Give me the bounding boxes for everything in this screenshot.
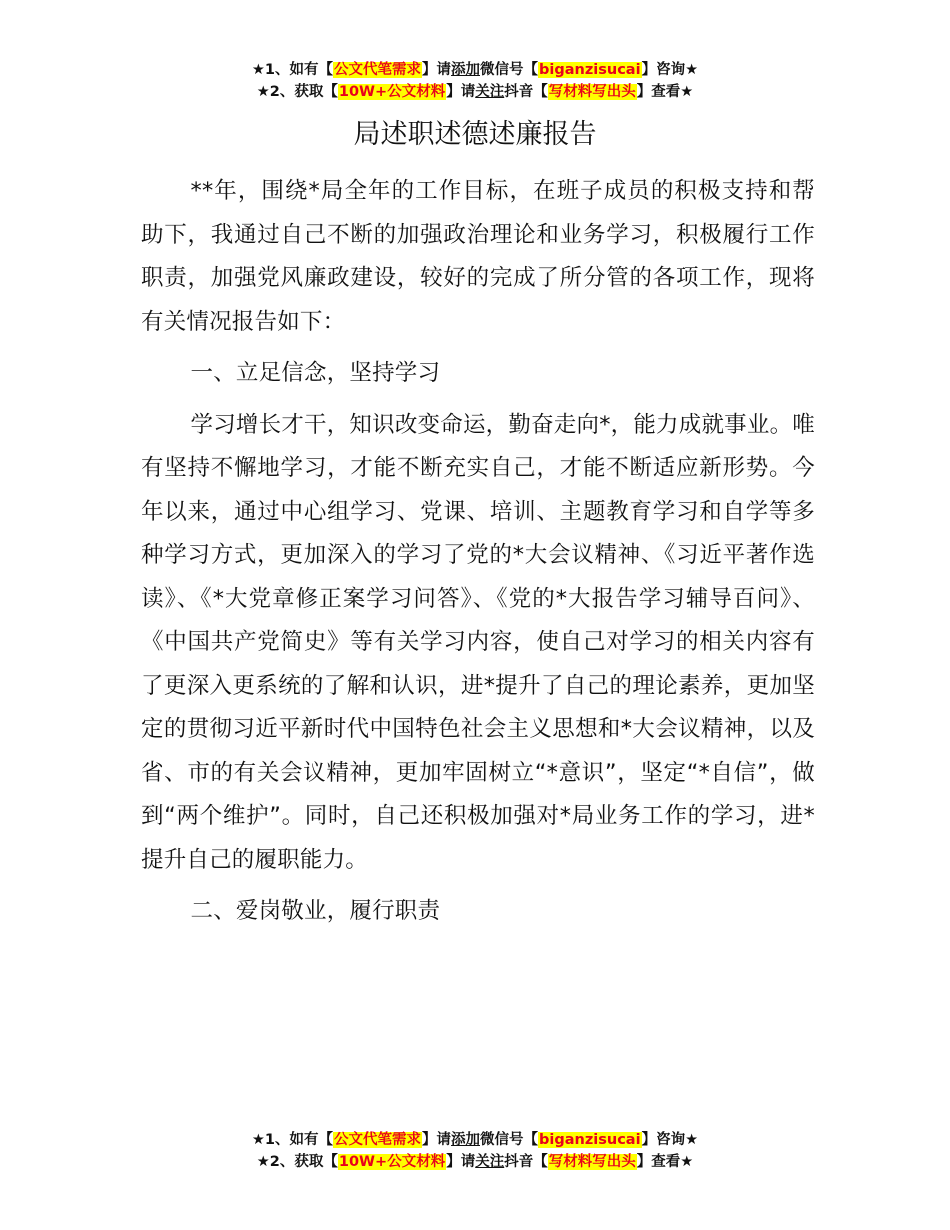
banner-underlined: 添加 [451,62,481,78]
banner-underlined: 关注 [475,84,505,100]
banner-text: 】咨询★ [641,62,699,78]
banner-text: ★2、获取【 [256,84,338,100]
banner-text: 微信号【 [480,62,539,78]
banner-line-1 [0,1129,950,1151]
banner-text: 】咨询★ [641,1132,699,1148]
footer-banner [0,1129,950,1173]
section-1-heading: 一、立足信念，坚持学习 [190,360,441,386]
banner-highlight: 公文代笔需求 [334,1132,422,1148]
banner-highlight: 写材料写出头 [548,84,636,100]
banner-text: 抖音【 [504,84,548,100]
banner-text: 抖音【 [504,1154,548,1170]
banner-text: ★2、获取【 [256,1154,338,1170]
banner-highlight: 公文代笔需求 [334,62,422,78]
document-body [141,170,815,942]
banner-highlight: biganzisucai [539,1132,641,1148]
banner-line-1 [0,59,950,81]
banner-line-2 [0,81,950,103]
section-2-heading: 二、爱岗敬业，履行职责 [190,898,441,924]
banner-highlight: 10W+公文材料 [338,1154,446,1170]
banner-underlined: 添加 [451,1132,481,1148]
banner-text: 】请 [446,84,476,100]
banner-text: 】请 [446,1154,476,1170]
banner-line-2 [0,1151,950,1173]
banner-text: 】请 [422,1132,452,1148]
banner-underlined: 关注 [475,1154,505,1170]
banner-highlight: biganzisucai [539,62,641,78]
intro-paragraph: **年，围绕*局全年的工作目标，在班子成员的积极支持和帮助下，我通过自己不断的加强政治理论和业务学习，积极履行工作职责，加强党风廉政建设，较好的完成了所分管的各项工作，现将有关情况报告如下： [141,178,815,335]
banner-text: 微信号【 [480,1132,539,1148]
banner-text: ★1、如有【 [251,1132,334,1148]
section-1-paragraph: 学习增长才干，知识改变命运，勤奋走向*，能力成就事业。唯有坚持不懈地学习，才能不断充实自己，才能不断适应新形势。今年以来，通过中心组学习、党课、培训、主题教育学习和自学等多种学习方式，更加深入的学习了党的*大会议精神、《习近平著作选读》、《*大党章修正案学习问答》、《党的*大报告学习辅导百问》、《中国共产党简史》等有关学习内容，使自己对学习的相关内容有了更深入更系统的了解和认识，进*提升了自己的理论素养，更加坚定的贯彻习近平新时代中国特色社会主义思想和*大会议精神，以及省、市的有关会议精神，更加牢固树立“*意识”，坚定“*自信”，做到“两个维护”。同时，自己还积极加强对*局业务工作的学习，进*提升自己的履职能力。 [141,411,815,873]
banner-text: 】查看★ [636,1154,694,1170]
header-banner [0,59,950,103]
banner-highlight: 写材料写出头 [548,1154,636,1170]
banner-text: 】查看★ [636,84,694,100]
banner-text: 】请 [422,62,452,78]
banner-text: ★1、如有【 [251,62,334,78]
document-title: 局述职述德述廉报告 [353,119,597,150]
banner-highlight: 10W+公文材料 [338,84,446,100]
